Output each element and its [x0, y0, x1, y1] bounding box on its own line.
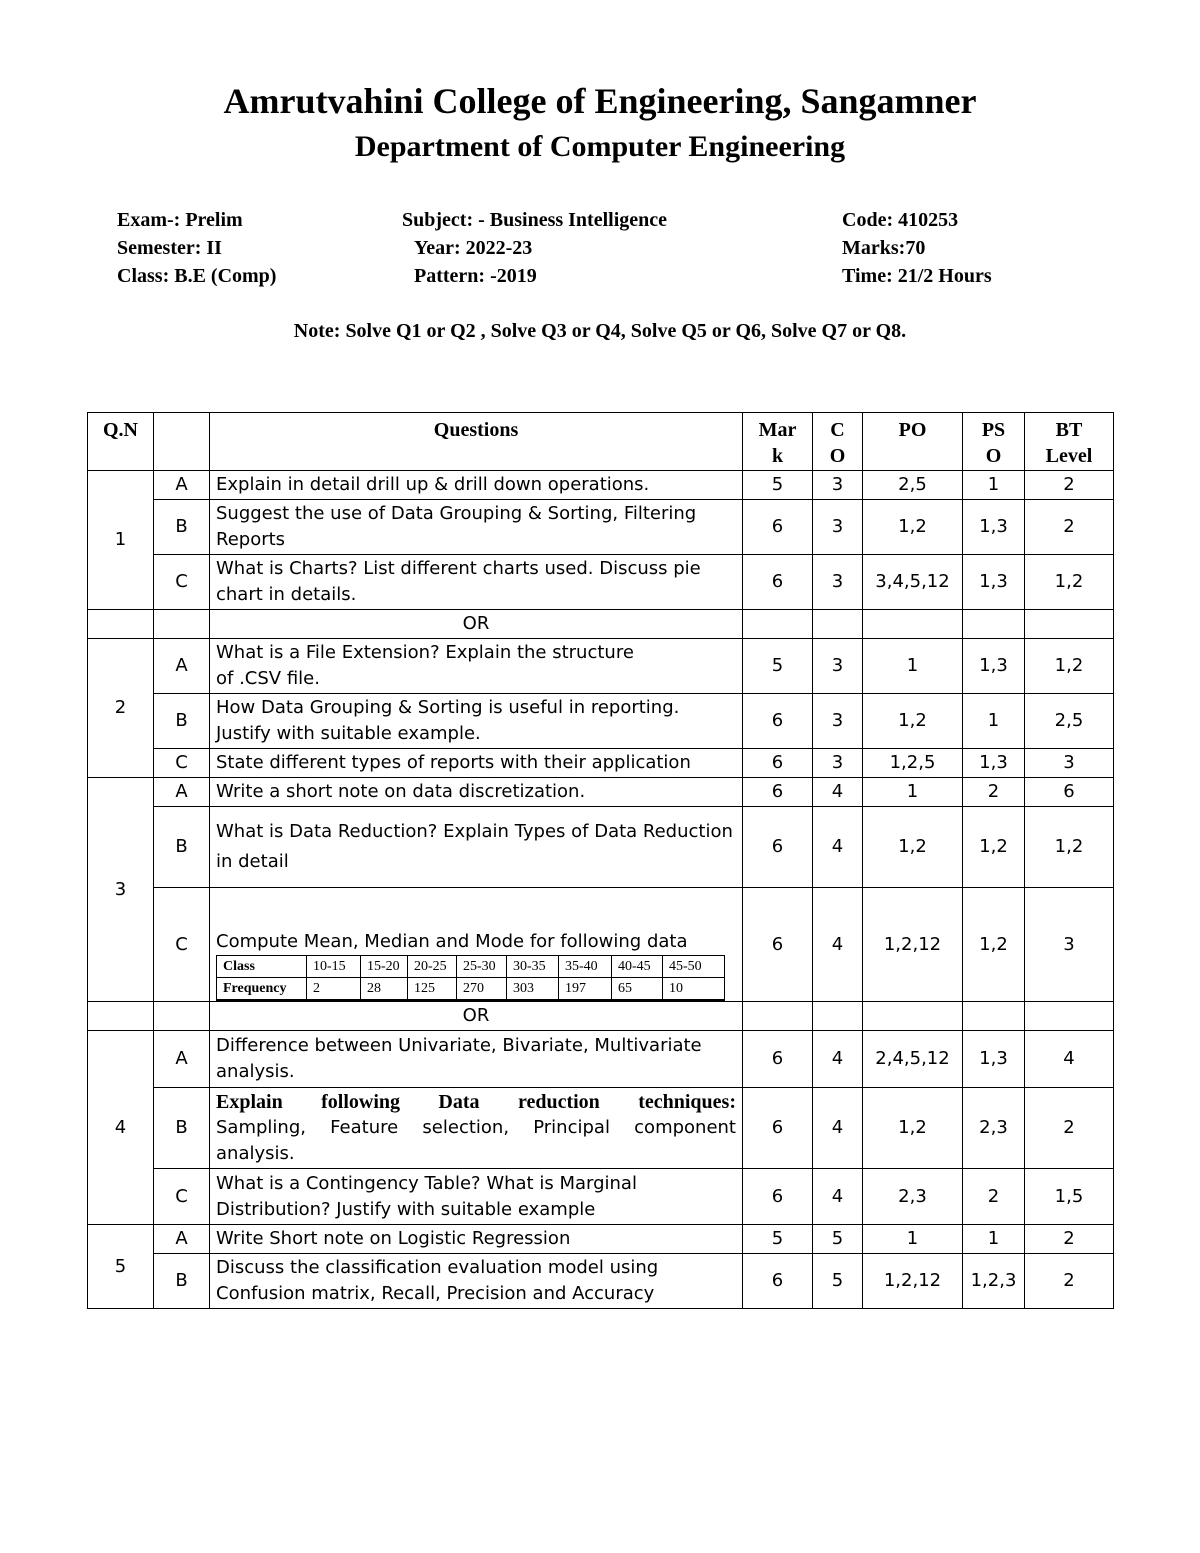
pso-value: 1,3: [963, 749, 1025, 778]
bt-value: 2: [1025, 1254, 1114, 1309]
class-interval: 20-25: [408, 956, 457, 978]
part-label: A: [154, 1225, 210, 1254]
exam-info-left: [117, 206, 276, 290]
bt-value: 3: [1025, 749, 1114, 778]
marks-value: 6: [743, 807, 813, 888]
header-part: [154, 413, 210, 471]
exam-info-right: [842, 206, 992, 290]
header-pso: PS O: [963, 413, 1025, 471]
question-text: [210, 1088, 743, 1169]
part-label: C: [154, 555, 210, 610]
bt-value: 3: [1025, 888, 1114, 1002]
frequency-value: 10: [663, 978, 725, 1001]
co-value: 5: [813, 1254, 863, 1309]
bt-value: 1,2: [1025, 639, 1114, 694]
co-value: 4: [813, 778, 863, 807]
table-row: [88, 749, 1114, 778]
marks-value: 6: [743, 778, 813, 807]
table-row: [88, 1088, 1114, 1169]
co-value: 4: [813, 1088, 863, 1169]
co-value: 3: [813, 471, 863, 500]
class-interval: 15-20: [361, 956, 408, 978]
pso-value: 1,2,3: [963, 1254, 1025, 1309]
table-row: [88, 807, 1114, 888]
class-label: Class: [217, 956, 307, 978]
header-co: C O: [813, 413, 863, 471]
marks-value: 5: [743, 1225, 813, 1254]
co-value: 4: [813, 1031, 863, 1088]
bt-value: 1,2: [1025, 807, 1114, 888]
question-text: What is a Contingency Table? What is Marginal Distribution? Justify with suitable example: [210, 1169, 743, 1225]
pso-value: 1,3: [963, 500, 1025, 555]
part-label: B: [154, 500, 210, 555]
po-value: 1: [863, 1225, 963, 1254]
co-value: 3: [813, 749, 863, 778]
co-value: 3: [813, 555, 863, 610]
header-questions: Questions: [210, 413, 743, 471]
table-row: [88, 639, 1114, 694]
class-interval: 45-50: [663, 956, 725, 978]
marks-value: 6: [743, 888, 813, 1002]
co-value: 4: [813, 888, 863, 1002]
po-value: 1: [863, 639, 963, 694]
marks-value: 6: [743, 1031, 813, 1088]
question-text: What is Charts? List different charts used. Discuss pie chart in details.: [210, 555, 743, 610]
part-label: B: [154, 1254, 210, 1309]
class-interval: 35-40: [559, 956, 612, 978]
frequency-data-table: [216, 955, 725, 1001]
bt-value: 2,5: [1025, 694, 1114, 749]
college-name: Amrutvahini College of Engineering, Sangamner: [223, 81, 977, 121]
marks-value: 6: [743, 500, 813, 555]
pattern: Pattern: -2019: [414, 265, 537, 287]
pso-value: 1,2: [963, 807, 1025, 888]
academic-year: Year: 2022-23: [414, 237, 533, 259]
po-value: 1,2: [863, 1088, 963, 1169]
class-interval: 25-30: [457, 956, 507, 978]
instructions-note: Note: Solve Q1 or Q2 , Solve Q3 or Q4, Solve Q5 or Q6, Solve Q7 or Q8.: [293, 320, 907, 342]
question-text: Explain in detail drill up & drill down operations.: [210, 471, 743, 500]
co-value: 4: [813, 1169, 863, 1225]
marks-value: 6: [743, 749, 813, 778]
table-row: [88, 1169, 1114, 1225]
question-text: Suggest the use of Data Grouping & Sorting, Filtering Reports: [210, 500, 743, 555]
pso-value: 1: [963, 471, 1025, 500]
pso-value: 2: [963, 778, 1025, 807]
header-po: PO: [863, 413, 963, 471]
po-value: 1: [863, 778, 963, 807]
pso-value: 1,2: [963, 888, 1025, 1002]
question-number: 2: [88, 639, 154, 778]
table-row: [88, 1254, 1114, 1309]
question-text: What is Data Reduction? Explain Types of Data Reduction in detail: [210, 807, 743, 888]
class-interval: 30-35: [507, 956, 559, 978]
header-marks: Mar k: [743, 413, 813, 471]
part-label: B: [154, 694, 210, 749]
po-value: 1,2: [863, 807, 963, 888]
po-value: 1,2,5: [863, 749, 963, 778]
po-value: 1,2,12: [863, 888, 963, 1002]
or-separator: OR: [210, 1002, 743, 1031]
marks-value: 6: [743, 1088, 813, 1169]
or-row: [88, 610, 1114, 639]
part-label: B: [154, 1088, 210, 1169]
semester: Semester: II: [117, 237, 222, 259]
question-text: [210, 888, 743, 1002]
table-header-row: [88, 413, 1114, 471]
co-value: 4: [813, 807, 863, 888]
part-label: C: [154, 1169, 210, 1225]
frequency-label: Frequency: [217, 978, 307, 1001]
question-text: Write a short note on data discretization.: [210, 778, 743, 807]
subject: Subject: - Business Intelligence: [402, 209, 667, 231]
po-value: 3,4,5,12: [863, 555, 963, 610]
exam-type: Exam-: Prelim: [117, 209, 243, 231]
po-value: 2,3: [863, 1169, 963, 1225]
frequency-value: 2: [307, 978, 361, 1001]
class: Class: B.E (Comp): [117, 265, 277, 287]
duration: Time: 21/2 Hours: [842, 265, 992, 287]
class-row: [217, 956, 725, 978]
class-interval: 10-15: [307, 956, 361, 978]
co-value: 5: [813, 1225, 863, 1254]
class-interval: 40-45: [612, 956, 663, 978]
bt-value: 2: [1025, 1088, 1114, 1169]
frequency-value: 125: [408, 978, 457, 1001]
pso-value: 2,3: [963, 1088, 1025, 1169]
pso-value: 1: [963, 1225, 1025, 1254]
po-value: 1,2: [863, 500, 963, 555]
question-detail: Sampling, Feature selection, Principal component analysis.: [216, 1117, 736, 1164]
question-text: How Data Grouping & Sorting is useful in reporting. Justify with suitable example.: [210, 694, 743, 749]
pso-value: 1,3: [963, 639, 1025, 694]
table-row: [88, 555, 1114, 610]
question-text: What is a File Extension? Explain the structure of .CSV file.: [210, 639, 743, 694]
bt-value: 4: [1025, 1031, 1114, 1088]
total-marks: Marks:70: [842, 237, 926, 259]
or-row: [88, 1002, 1114, 1031]
part-label: C: [154, 888, 210, 1002]
table-row: [88, 1031, 1114, 1088]
bt-value: 1,2: [1025, 555, 1114, 610]
question-text: Write Short note on Logistic Regression: [210, 1225, 743, 1254]
department-name: Department of Computer Engineering: [354, 130, 846, 163]
bt-value: 6: [1025, 778, 1114, 807]
table-row: [88, 888, 1114, 1002]
question-number: 1: [88, 471, 154, 610]
marks-value: 6: [743, 1169, 813, 1225]
part-label: A: [154, 1031, 210, 1088]
question-text: Discuss the classification evaluation model using Confusion matrix, Recall, Precision and Accuracy: [210, 1254, 743, 1309]
table-row: [88, 500, 1114, 555]
bt-value: 2: [1025, 1225, 1114, 1254]
po-value: 2,5: [863, 471, 963, 500]
part-label: B: [154, 807, 210, 888]
marks-value: 6: [743, 555, 813, 610]
question-number: 4: [88, 1031, 154, 1225]
question-number: 3: [88, 778, 154, 1002]
or-separator: OR: [210, 610, 743, 639]
table-row: [88, 471, 1114, 500]
bt-value: 2: [1025, 500, 1114, 555]
po-value: 2,4,5,12: [863, 1031, 963, 1088]
table-row: [88, 1225, 1114, 1254]
subject-code: Code: 410253: [842, 209, 959, 231]
table-row: [88, 778, 1114, 807]
part-label: A: [154, 639, 210, 694]
question-text: State different types of reports with their application: [210, 749, 743, 778]
frequency-value: 28: [361, 978, 408, 1001]
question-text-line: Compute Mean, Median and Mode for following data: [216, 931, 688, 952]
co-value: 3: [813, 500, 863, 555]
bt-value: 1,5: [1025, 1169, 1114, 1225]
header-bt-level: BT Level: [1025, 413, 1114, 471]
pso-value: 1: [963, 694, 1025, 749]
question-number: 5: [88, 1225, 154, 1309]
question-heading: Explain following Data reduction techniques:: [216, 1091, 736, 1113]
pso-value: 2: [963, 1169, 1025, 1225]
frequency-value: 270: [457, 978, 507, 1001]
exam-info-middle: [402, 206, 667, 290]
bt-value: 2: [1025, 471, 1114, 500]
part-label: A: [154, 778, 210, 807]
pso-value: 1,3: [963, 1031, 1025, 1088]
marks-value: 5: [743, 471, 813, 500]
po-value: 1,2: [863, 694, 963, 749]
po-value: 1,2,12: [863, 1254, 963, 1309]
part-label: A: [154, 471, 210, 500]
question-text: Difference between Univariate, Bivariate, Multivariate analysis.: [210, 1031, 743, 1088]
question-table: [87, 412, 1114, 1309]
marks-value: 6: [743, 1254, 813, 1309]
marks-value: 6: [743, 694, 813, 749]
marks-value: 5: [743, 639, 813, 694]
part-label: C: [154, 749, 210, 778]
frequency-value: 65: [612, 978, 663, 1001]
co-value: 3: [813, 694, 863, 749]
table-row: [88, 694, 1114, 749]
frequency-value: 197: [559, 978, 612, 1001]
header-qn: Q.N: [88, 413, 154, 471]
co-value: 3: [813, 639, 863, 694]
frequency-value: 303: [507, 978, 559, 1001]
frequency-row: [217, 978, 725, 1001]
pso-value: 1,3: [963, 555, 1025, 610]
